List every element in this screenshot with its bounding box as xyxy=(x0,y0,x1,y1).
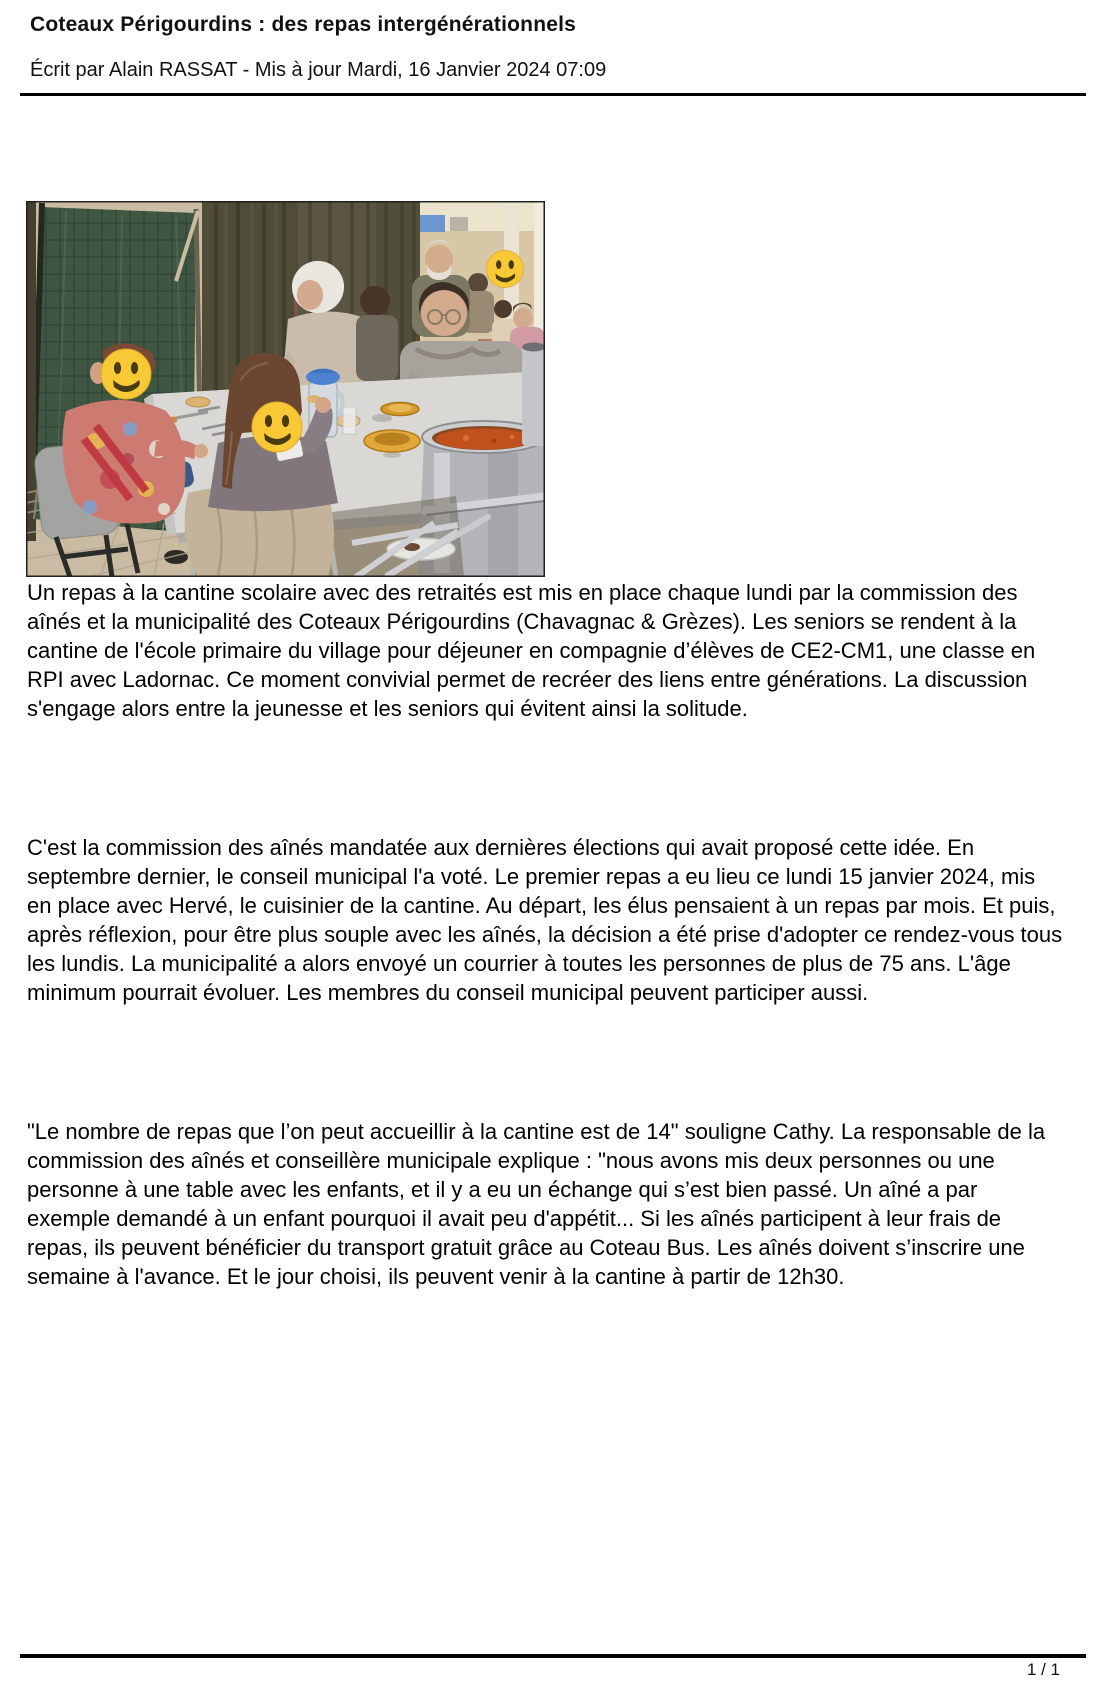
article-paragraph-1: Un repas à la cantine scolaire avec des retraités est mis en place chaque lundi par la commission des aînés et la municipalité des Coteaux Périgourdins (Chavagnac & Grèzes). Les seniors se rendent à la cantine de l'école primaire du village pour déjeuner en compagnie d’élèves de CE2-CM1, une classe en RPI avec Ladornac. Ce moment convivial permet de recréer des liens entre générations. La discussion s'engage alors entre la jeunesse et les seniors qui évitent ainsi la solitude. xyxy=(27,580,1036,721)
article-byline: Écrit par Alain RASSAT - Mis à jour Mardi, 16 Janvier 2024 07:09 xyxy=(30,59,607,81)
article-photo xyxy=(26,201,545,577)
cantine-scene-illustration xyxy=(26,201,545,577)
smiley-face-icon xyxy=(487,251,524,288)
page-title: Coteaux Périgourdins : des repas intergénérationnels xyxy=(30,13,577,36)
article-paragraph-3: "Le nombre de repas que l’on peut accueillir à la cantine est de 14" souligne Cathy. La responsable de la commission des aînés et conseillère municipale explique : "nous avons mis deux personnes ou une personne à une table avec les enfants, et il y a eu un échange qui s’est bien passé. Un aîné a par exemple demandé à un enfant pourquoi il avait peu d'appétit... Si les aînés participent à leur frais de repas, ils peuvent bénéficier du transport gratuit grâce au Coteau Bus. Les aînés doivent s’inscrire une semaine à l'avance. Et le jour choisi, ils peuvent venir à la cantine à partir de 12h30. xyxy=(27,1119,1046,1289)
smiley-face-icon xyxy=(101,349,151,399)
header-divider xyxy=(20,93,1086,96)
footer-divider xyxy=(20,1654,1086,1658)
page-number: 1 / 1 xyxy=(1026,1660,1060,1679)
smiley-face-icon xyxy=(252,402,302,452)
article-paragraph-2: C'est la commission des aînés mandatée aux dernières élections qui avait proposé cette idée. En septembre dernier, le conseil municipal l'a voté. Le premier repas a eu lieu ce lundi 15 janvier 2024, mis en place avec Hervé, le cuisinier de la cantine. Au départ, les élus pensaient à un repas par mois. Et puis, après réflexion, pour être plus souple avec les aînés, la décision a été prise d'adopter ce rendez-vous tous les lundis. La municipalité a alors envoyé un courrier à toutes les personnes de plus de 75 ans. L'âge minimum pourrait évoluer. Les membres du conseil municipal peuvent participer aussi. xyxy=(27,835,1063,1005)
article-body xyxy=(27,578,1065,1401)
